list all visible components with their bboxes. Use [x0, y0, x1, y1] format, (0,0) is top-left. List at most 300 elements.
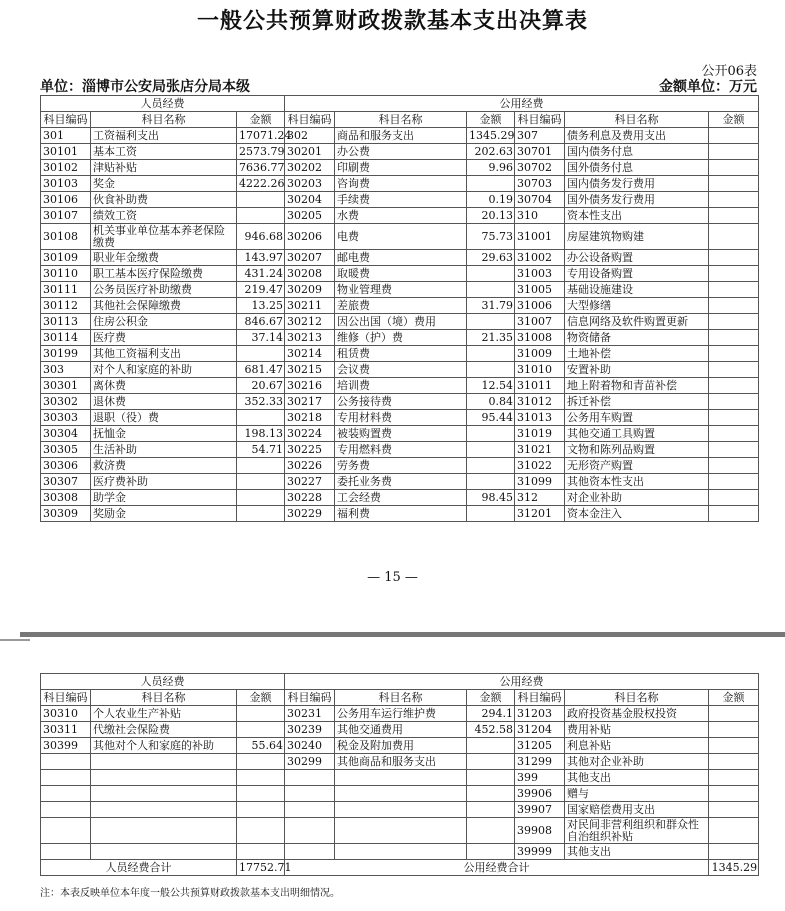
- public-name-cell: 电费: [335, 224, 467, 250]
- col-amount-header: 金额: [467, 112, 515, 128]
- personnel-amount-cell: 846.67: [237, 314, 285, 330]
- public-code-cell: 30239: [285, 722, 335, 738]
- personnel-amount-cell: 7636.77: [237, 160, 285, 176]
- personnel-code-cell: 30111: [41, 282, 91, 298]
- public-name-2-cell: 利息补贴: [565, 738, 709, 754]
- personnel-code-cell: 30107: [41, 208, 91, 224]
- table-row: [41, 722, 759, 738]
- public-amount-cell: [467, 506, 515, 522]
- page-number: — 15 —: [367, 570, 418, 585]
- public-code-2-cell: 39999: [515, 844, 565, 860]
- public-code-cell: [285, 844, 335, 860]
- public-name-2-cell: 其他资本性支出: [565, 474, 709, 490]
- personnel-name-cell: 代缴社会保险费: [91, 722, 237, 738]
- personnel-code-cell: [41, 786, 91, 802]
- personnel-amount-cell: 946.68: [237, 224, 285, 250]
- public-amount-2-cell: [709, 298, 759, 314]
- personnel-name-cell: 个人农业生产补贴: [91, 706, 237, 722]
- public-code-2-cell: 31021: [515, 442, 565, 458]
- personnel-amount-cell: [237, 722, 285, 738]
- public-code-cell: 30205: [285, 208, 335, 224]
- table-row: [41, 160, 759, 176]
- personnel-amount-cell: [237, 458, 285, 474]
- personnel-amount-cell: 4222.26: [237, 176, 285, 192]
- public-code-cell: 30217: [285, 394, 335, 410]
- public-code-2-cell: 310: [515, 208, 565, 224]
- public-code-cell: 30224: [285, 426, 335, 442]
- personnel-code-cell: 30310: [41, 706, 91, 722]
- public-name-cell: 印刷费: [335, 160, 467, 176]
- public-amount-cell: 20.13: [467, 208, 515, 224]
- public-name-2-cell: 资本金注入: [565, 506, 709, 522]
- public-code-cell: [285, 786, 335, 802]
- public-name-2-cell: 其他对企业补助: [565, 754, 709, 770]
- public-amount-cell: 0.84: [467, 394, 515, 410]
- table-row: [41, 770, 759, 786]
- public-amount-2-cell: [709, 770, 759, 786]
- personnel-code-cell: 30308: [41, 490, 91, 506]
- table-row: [41, 458, 759, 474]
- public-amount-cell: 1345.29: [467, 128, 515, 144]
- public-name-cell: 公务接待费: [335, 394, 467, 410]
- table-row: [41, 128, 759, 144]
- public-amount-cell: [467, 844, 515, 860]
- public-amount-cell: [467, 458, 515, 474]
- table-row: [41, 330, 759, 346]
- col-code-header: 科目编码: [285, 112, 335, 128]
- public-code-cell: 30211: [285, 298, 335, 314]
- public-name-cell: [335, 786, 467, 802]
- table-row: [41, 362, 759, 378]
- public-code-2-cell: 31008: [515, 330, 565, 346]
- public-name-cell: 维修（护）费: [335, 330, 467, 346]
- personnel-name-cell: [91, 844, 237, 860]
- personnel-name-cell: 其他工资福利支出: [91, 346, 237, 362]
- unit-label: 单位：淄博市公安局张店分局本级: [40, 79, 250, 95]
- table-row: [41, 266, 759, 282]
- personnel-amount-cell: [237, 818, 285, 844]
- public-code-cell: [285, 770, 335, 786]
- public-name-cell: 公务用车运行维护费: [335, 706, 467, 722]
- public-name-2-cell: 安置补助: [565, 362, 709, 378]
- public-amount-cell: [467, 282, 515, 298]
- personnel-amount-cell: [237, 192, 285, 208]
- personnel-code-cell: [41, 802, 91, 818]
- public-name-cell: 培训费: [335, 378, 467, 394]
- col-name-header: 科目名称: [91, 690, 237, 706]
- personnel-name-cell: [91, 786, 237, 802]
- personnel-code-cell: 30307: [41, 474, 91, 490]
- table-row: [41, 442, 759, 458]
- public-name-2-cell: 资本性支出: [565, 208, 709, 224]
- public-amount-cell: 202.63: [467, 144, 515, 160]
- personnel-amount-cell: [237, 754, 285, 770]
- public-amount-2-cell: [709, 706, 759, 722]
- public-code-cell: 30299: [285, 754, 335, 770]
- personnel-code-cell: [41, 844, 91, 860]
- public-amount-2-cell: [709, 208, 759, 224]
- personnel-name-cell: 生活补助: [91, 442, 237, 458]
- public-name-cell: 咨询费: [335, 176, 467, 192]
- public-code-2-cell: 39907: [515, 802, 565, 818]
- personnel-name-cell: [91, 754, 237, 770]
- public-amount-2-cell: [709, 844, 759, 860]
- public-amount-cell: [467, 346, 515, 362]
- personnel-name-cell: 医疗费: [91, 330, 237, 346]
- public-code-cell: 30225: [285, 442, 335, 458]
- public-code-2-cell: 31012: [515, 394, 565, 410]
- public-code-cell: 30213: [285, 330, 335, 346]
- public-code-cell: 30240: [285, 738, 335, 754]
- form-number: 公开06表: [701, 64, 757, 79]
- public-total-label: 公用经费合计: [285, 860, 709, 876]
- public-amount-cell: [467, 770, 515, 786]
- personnel-code-cell: 30306: [41, 458, 91, 474]
- table-row: [41, 706, 759, 722]
- public-amount-2-cell: [709, 266, 759, 282]
- public-amount-2-cell: [709, 426, 759, 442]
- personnel-amount-cell: [237, 770, 285, 786]
- personnel-code-cell: 30301: [41, 378, 91, 394]
- public-amount-2-cell: [709, 250, 759, 266]
- public-name-2-cell: 政府投资基金股权投资: [565, 706, 709, 722]
- table-row: [41, 818, 759, 844]
- public-name-2-cell: 大型修缮: [565, 298, 709, 314]
- public-name-2-cell: 公务用车购置: [565, 410, 709, 426]
- public-code-2-cell: 31205: [515, 738, 565, 754]
- public-amount-2-cell: [709, 282, 759, 298]
- col-amount-header: 金额: [237, 690, 285, 706]
- public-name-2-cell: 费用补贴: [565, 722, 709, 738]
- personnel-amount-cell: 219.47: [237, 282, 285, 298]
- table-row: [41, 346, 759, 362]
- public-name-cell: 委托业务费: [335, 474, 467, 490]
- public-amount-2-cell: [709, 362, 759, 378]
- public-name-cell: 被装购置费: [335, 426, 467, 442]
- public-code-cell: [285, 802, 335, 818]
- public-amount-cell: 452.58: [467, 722, 515, 738]
- col-code-header: 科目编码: [515, 690, 565, 706]
- table-row: [41, 250, 759, 266]
- personnel-amount-cell: 2573.79: [237, 144, 285, 160]
- public-code-cell: 30228: [285, 490, 335, 506]
- personnel-name-cell: 奖励金: [91, 506, 237, 522]
- public-name-2-cell: 其他支出: [565, 844, 709, 860]
- public-amount-2-cell: [709, 224, 759, 250]
- public-amount-cell: [467, 802, 515, 818]
- personnel-name-cell: 其他对个人和家庭的补助: [91, 738, 237, 754]
- personnel-code-cell: 301: [41, 128, 91, 144]
- public-name-2-cell: 房屋建筑物购建: [565, 224, 709, 250]
- public-name-cell: 商品和服务支出: [335, 128, 467, 144]
- public-amount-2-cell: [709, 786, 759, 802]
- table-row: [41, 506, 759, 522]
- public-code-cell: 30207: [285, 250, 335, 266]
- personnel-amount-cell: 143.97: [237, 250, 285, 266]
- public-name-2-cell: 国外债务付息: [565, 160, 709, 176]
- personnel-name-cell: [91, 818, 237, 844]
- footnote: 注：本表反映单位本年度一般公共预算财政拨款基本支出明细情况。: [40, 888, 340, 899]
- col-name-header: 科目名称: [565, 112, 709, 128]
- public-name-2-cell: 其他支出: [565, 770, 709, 786]
- public-name-cell: 邮电费: [335, 250, 467, 266]
- personnel-name-cell: 职业年金缴费: [91, 250, 237, 266]
- public-code-cell: 30204: [285, 192, 335, 208]
- expenditure-table-part1: [40, 95, 759, 522]
- personnel-code-cell: 30109: [41, 250, 91, 266]
- personnel-name-cell: 机关事业单位基本养老保险缴费: [91, 224, 237, 250]
- table-row: [41, 426, 759, 442]
- public-code-2-cell: 31002: [515, 250, 565, 266]
- personnel-code-cell: 30302: [41, 394, 91, 410]
- public-amount-cell: 9.96: [467, 160, 515, 176]
- public-amount-2-cell: [709, 378, 759, 394]
- public-name-2-cell: 办公设备购置: [565, 250, 709, 266]
- table-row: [41, 224, 759, 250]
- table-row: [41, 314, 759, 330]
- personnel-code-cell: [41, 818, 91, 844]
- table-row: [41, 298, 759, 314]
- personnel-code-cell: 30110: [41, 266, 91, 282]
- table-row: [41, 490, 759, 506]
- personnel-header: 人员经费: [41, 96, 285, 112]
- public-amount-cell: [467, 786, 515, 802]
- public-name-cell: [335, 818, 467, 844]
- public-code-cell: 30227: [285, 474, 335, 490]
- public-amount-2-cell: [709, 722, 759, 738]
- personnel-name-cell: 医疗费补助: [91, 474, 237, 490]
- personnel-total-label: 人员经费合计: [41, 860, 237, 876]
- col-name-header: 科目名称: [335, 690, 467, 706]
- public-amount-2-cell: [709, 490, 759, 506]
- public-code-cell: 30201: [285, 144, 335, 160]
- table-row: [41, 738, 759, 754]
- expenditure-table-part2: [40, 673, 759, 876]
- public-name-cell: 其他交通费用: [335, 722, 467, 738]
- public-name-cell: 差旅费: [335, 298, 467, 314]
- public-amount-2-cell: [709, 128, 759, 144]
- col-name-header: 科目名称: [565, 690, 709, 706]
- public-name-cell: 劳务费: [335, 458, 467, 474]
- public-amount-2-cell: [709, 144, 759, 160]
- col-amount-header: 金额: [467, 690, 515, 706]
- personnel-total-value: 17752.71: [237, 860, 285, 876]
- public-code-2-cell: 31003: [515, 266, 565, 282]
- personnel-amount-cell: 37.14: [237, 330, 285, 346]
- personnel-name-cell: [91, 770, 237, 786]
- personnel-code-cell: 30309: [41, 506, 91, 522]
- public-code-2-cell: 30702: [515, 160, 565, 176]
- col-name-header: 科目名称: [91, 112, 237, 128]
- public-name-cell: 会议费: [335, 362, 467, 378]
- public-amount-cell: [467, 754, 515, 770]
- public-code-2-cell: 31099: [515, 474, 565, 490]
- public-amount-cell: 98.45: [467, 490, 515, 506]
- personnel-code-cell: 30399: [41, 738, 91, 754]
- public-name-cell: [335, 770, 467, 786]
- public-code-2-cell: 31203: [515, 706, 565, 722]
- public-code-2-cell: 312: [515, 490, 565, 506]
- public-code-2-cell: 31201: [515, 506, 565, 522]
- page-divider-accent: [0, 639, 30, 641]
- public-name-2-cell: 基础设施建设: [565, 282, 709, 298]
- personnel-code-cell: [41, 754, 91, 770]
- public-amount-cell: 75.73: [467, 224, 515, 250]
- public-amount-2-cell: [709, 176, 759, 192]
- page-divider: [20, 632, 785, 637]
- personnel-name-cell: 其他社会保障缴费: [91, 298, 237, 314]
- table-row: [41, 802, 759, 818]
- public-code-2-cell: 30701: [515, 144, 565, 160]
- public-code-2-cell: 31011: [515, 378, 565, 394]
- public-total-value: 1345.29: [709, 860, 759, 876]
- public-code-2-cell: 39908: [515, 818, 565, 844]
- public-name-2-cell: 国家赔偿费用支出: [565, 802, 709, 818]
- personnel-name-cell: 津贴补贴: [91, 160, 237, 176]
- public-amount-2-cell: [709, 410, 759, 426]
- table-row: [41, 144, 759, 160]
- public-name-2-cell: 对民间非营利组织和群众性自治组织补贴: [565, 818, 709, 844]
- public-code-2-cell: 31010: [515, 362, 565, 378]
- personnel-code-cell: 30114: [41, 330, 91, 346]
- public-amount-2-cell: [709, 192, 759, 208]
- public-name-2-cell: 债务利息及费用支出: [565, 128, 709, 144]
- public-name-cell: 税金及附加费用: [335, 738, 467, 754]
- public-code-2-cell: 307: [515, 128, 565, 144]
- personnel-name-cell: 抚恤金: [91, 426, 237, 442]
- personnel-amount-cell: [237, 802, 285, 818]
- public-name-cell: 取暖费: [335, 266, 467, 282]
- public-amount-2-cell: [709, 458, 759, 474]
- personnel-amount-cell: 431.24: [237, 266, 285, 282]
- table-row: [41, 410, 759, 426]
- personnel-code-cell: 30112: [41, 298, 91, 314]
- public-name-cell: 专用材料费: [335, 410, 467, 426]
- col-code-header: 科目编码: [41, 112, 91, 128]
- table-row: [41, 176, 759, 192]
- personnel-name-cell: [91, 802, 237, 818]
- col-code-header: 科目编码: [285, 690, 335, 706]
- public-amount-cell: [467, 442, 515, 458]
- public-code-cell: [285, 818, 335, 844]
- col-amount-header: 金额: [237, 112, 285, 128]
- public-name-2-cell: 无形资产购置: [565, 458, 709, 474]
- public-code-2-cell: 31204: [515, 722, 565, 738]
- personnel-name-cell: 住房公积金: [91, 314, 237, 330]
- public-code-2-cell: 31006: [515, 298, 565, 314]
- public-code-2-cell: 31013: [515, 410, 565, 426]
- personnel-code-cell: 30101: [41, 144, 91, 160]
- public-amount-2-cell: [709, 754, 759, 770]
- public-name-cell: 工会经费: [335, 490, 467, 506]
- public-name-2-cell: 专用设备购置: [565, 266, 709, 282]
- table-row: [41, 208, 759, 224]
- public-name-2-cell: 物资储备: [565, 330, 709, 346]
- public-amount-cell: [467, 176, 515, 192]
- public-code-2-cell: 31019: [515, 426, 565, 442]
- personnel-amount-cell: 681.47: [237, 362, 285, 378]
- personnel-name-cell: 助学金: [91, 490, 237, 506]
- table-row: [41, 754, 759, 770]
- personnel-amount-cell: 13.25: [237, 298, 285, 314]
- public-code-cell: 30218: [285, 410, 335, 426]
- personnel-amount-cell: [237, 844, 285, 860]
- personnel-name-cell: 奖金: [91, 176, 237, 192]
- personnel-name-cell: 救济费: [91, 458, 237, 474]
- personnel-amount-cell: [237, 346, 285, 362]
- personnel-amount-cell: 352.33: [237, 394, 285, 410]
- public-amount-cell: 0.19: [467, 192, 515, 208]
- public-code-cell: 30203: [285, 176, 335, 192]
- public-amount-2-cell: [709, 474, 759, 490]
- public-amount-2-cell: [709, 314, 759, 330]
- personnel-code-cell: 30199: [41, 346, 91, 362]
- table-row: [41, 786, 759, 802]
- personnel-amount-cell: [237, 410, 285, 426]
- amount-unit-label: 金额单位：万元: [659, 79, 757, 95]
- public-header: 公用经费: [285, 674, 759, 690]
- personnel-code-cell: 30303: [41, 410, 91, 426]
- personnel-name-cell: 基本工资: [91, 144, 237, 160]
- public-code-cell: 30212: [285, 314, 335, 330]
- personnel-amount-cell: 55.64: [237, 738, 285, 754]
- public-code-cell: 30231: [285, 706, 335, 722]
- public-amount-2-cell: [709, 442, 759, 458]
- public-name-2-cell: 土地补偿: [565, 346, 709, 362]
- public-code-cell: 30202: [285, 160, 335, 176]
- personnel-amount-cell: 20.67: [237, 378, 285, 394]
- report-title: 一般公共预算财政拨款基本支出决算表: [196, 8, 588, 34]
- public-name-2-cell: 信息网络及软件购置更新: [565, 314, 709, 330]
- personnel-header: 人员经费: [41, 674, 285, 690]
- public-name-cell: 物业管理费: [335, 282, 467, 298]
- public-code-2-cell: 31009: [515, 346, 565, 362]
- table-row: [41, 282, 759, 298]
- public-amount-cell: [467, 314, 515, 330]
- public-name-2-cell: 地上附着物和青苗补偿: [565, 378, 709, 394]
- public-amount-2-cell: [709, 818, 759, 844]
- personnel-code-cell: 30106: [41, 192, 91, 208]
- personnel-name-cell: 公务员医疗补助缴费: [91, 282, 237, 298]
- personnel-amount-cell: 198.13: [237, 426, 285, 442]
- public-name-cell: 因公出国（境）费用: [335, 314, 467, 330]
- public-code-2-cell: 30703: [515, 176, 565, 192]
- personnel-code-cell: 30113: [41, 314, 91, 330]
- public-name-cell: 手续费: [335, 192, 467, 208]
- personnel-code-cell: 30103: [41, 176, 91, 192]
- public-name-cell: 专用燃料费: [335, 442, 467, 458]
- public-name-cell: 其他商品和服务支出: [335, 754, 467, 770]
- personnel-name-cell: 退职（役）费: [91, 410, 237, 426]
- col-code-header: 科目编码: [41, 690, 91, 706]
- public-amount-2-cell: [709, 346, 759, 362]
- public-amount-cell: [467, 818, 515, 844]
- public-code-2-cell: 31001: [515, 224, 565, 250]
- public-amount-cell: [467, 426, 515, 442]
- public-code-2-cell: 30704: [515, 192, 565, 208]
- public-code-cell: 30209: [285, 282, 335, 298]
- public-name-2-cell: 文物和陈列品购置: [565, 442, 709, 458]
- personnel-name-cell: 绩效工资: [91, 208, 237, 224]
- personnel-amount-cell: [237, 506, 285, 522]
- personnel-name-cell: 退休费: [91, 394, 237, 410]
- col-name-header: 科目名称: [335, 112, 467, 128]
- personnel-amount-cell: [237, 786, 285, 802]
- public-amount-cell: [467, 474, 515, 490]
- public-amount-cell: [467, 362, 515, 378]
- table-row: [41, 474, 759, 490]
- public-code-cell: 30208: [285, 266, 335, 282]
